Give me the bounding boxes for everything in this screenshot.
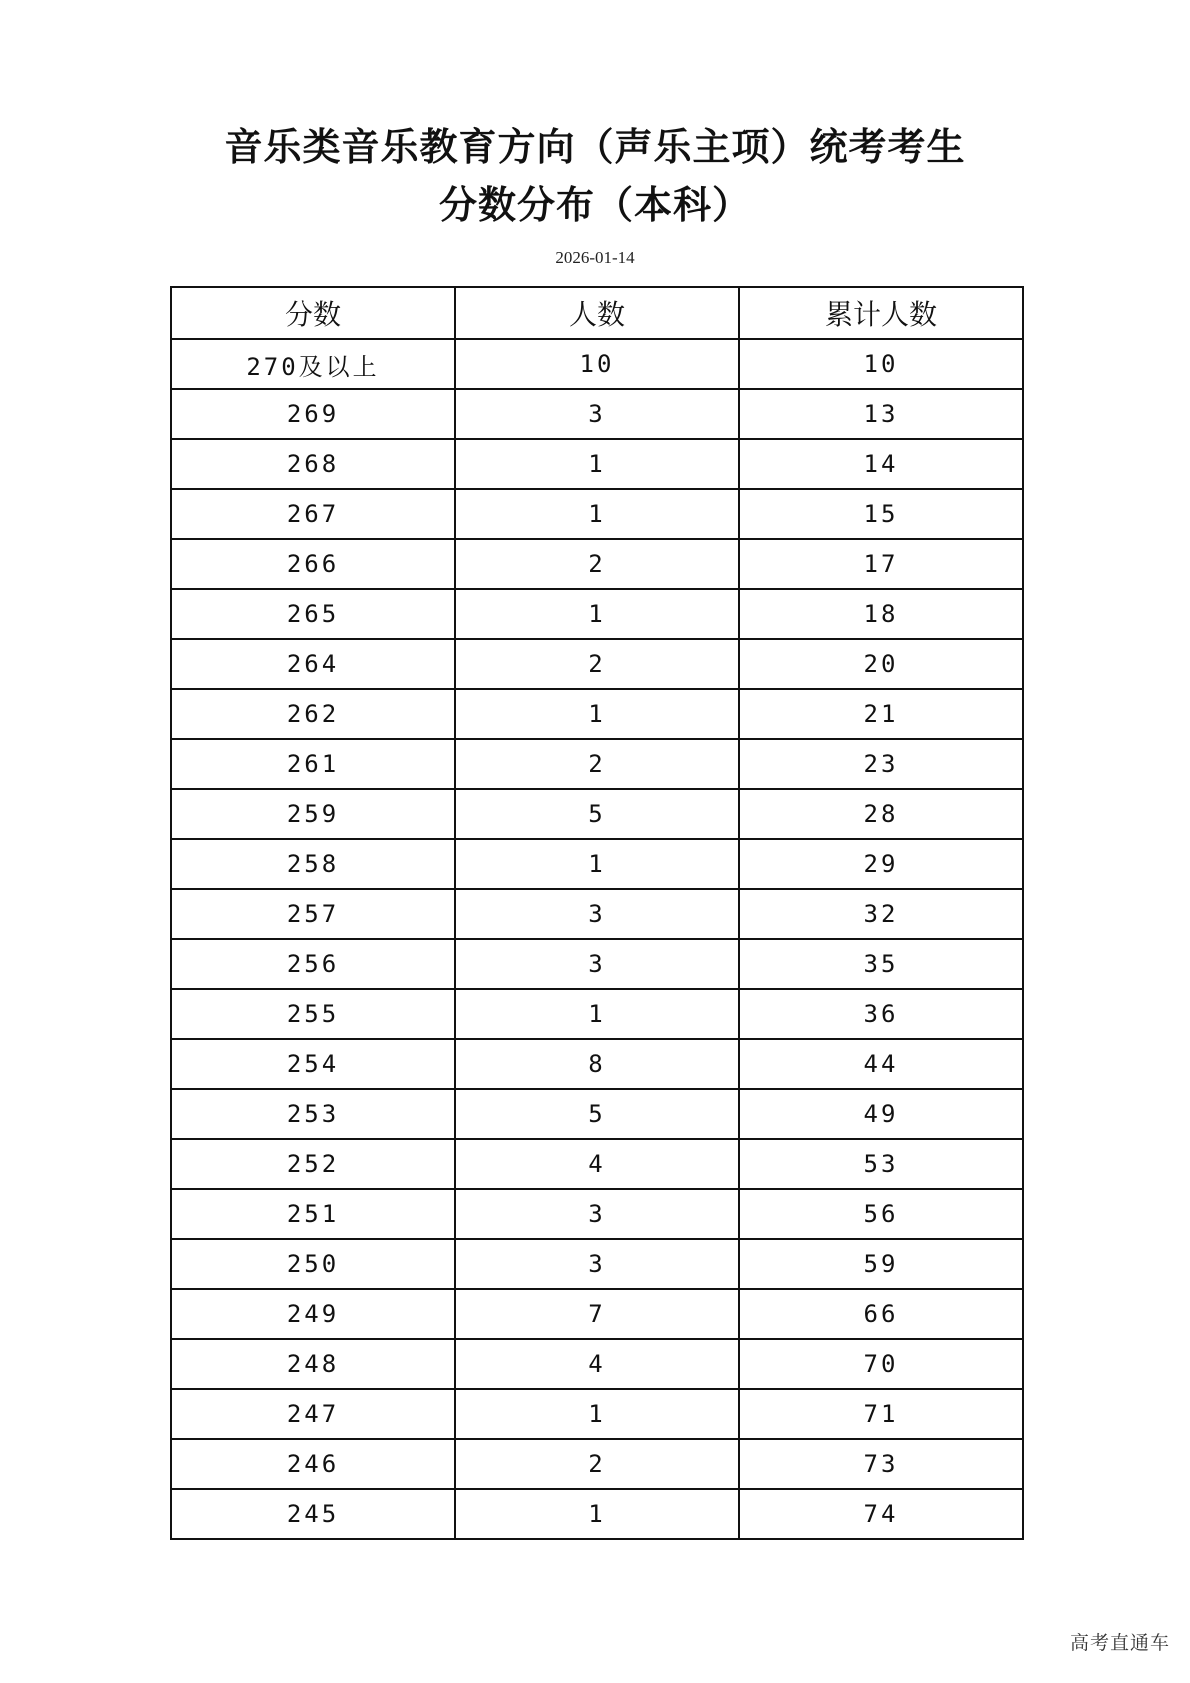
score-cell: 245 xyxy=(171,1489,455,1539)
table-row xyxy=(171,689,1023,739)
count-cell: 3 xyxy=(455,1239,739,1289)
count-cell: 5 xyxy=(455,789,739,839)
score-cell: 269 xyxy=(171,389,455,439)
count-cell: 2 xyxy=(455,639,739,689)
table-row xyxy=(171,789,1023,839)
table-row xyxy=(171,1239,1023,1289)
cumulative-cell: 53 xyxy=(739,1139,1023,1189)
title-line-1: 音乐类音乐教育方向（声乐主项）统考考生 xyxy=(224,125,966,169)
watermark-text: 高考直通车 xyxy=(1069,1632,1170,1654)
cumulative-cell: 14 xyxy=(739,439,1023,489)
score-cell: 254 xyxy=(171,1039,455,1089)
table-row xyxy=(171,1389,1023,1439)
cumulative-cell: 13 xyxy=(739,389,1023,439)
cumulative-cell: 44 xyxy=(739,1039,1023,1089)
table-row xyxy=(171,739,1023,789)
cumulative-cell: 71 xyxy=(739,1389,1023,1439)
cumulative-cell: 23 xyxy=(739,739,1023,789)
cumulative-cell: 15 xyxy=(739,489,1023,539)
score-cell: 267 xyxy=(171,489,455,539)
table-row xyxy=(171,839,1023,889)
cumulative-cell: 32 xyxy=(739,889,1023,939)
score-cell: 248 xyxy=(171,1339,455,1389)
cumulative-cell: 66 xyxy=(739,1289,1023,1339)
score-cell: 268 xyxy=(171,439,455,489)
score-cell: 251 xyxy=(171,1189,455,1239)
count-cell: 3 xyxy=(455,889,739,939)
score-cell: 250 xyxy=(171,1239,455,1289)
cumulative-cell: 56 xyxy=(739,1189,1023,1239)
table-row xyxy=(171,339,1023,389)
score-cell: 262 xyxy=(171,689,455,739)
header-count: 人数 xyxy=(455,287,739,339)
score-cell: 259 xyxy=(171,789,455,839)
count-cell: 1 xyxy=(455,989,739,1039)
table-row xyxy=(171,939,1023,989)
score-cell: 253 xyxy=(171,1089,455,1139)
count-cell: 1 xyxy=(455,1389,739,1439)
score-cell: 270及以上 xyxy=(171,339,455,389)
cumulative-cell: 20 xyxy=(739,639,1023,689)
cumulative-cell: 29 xyxy=(739,839,1023,889)
table-row xyxy=(171,389,1023,439)
score-cell: 252 xyxy=(171,1139,455,1189)
score-cell: 265 xyxy=(171,589,455,639)
count-cell: 10 xyxy=(455,339,739,389)
count-cell: 7 xyxy=(455,1289,739,1339)
count-cell: 1 xyxy=(455,1489,739,1539)
count-cell: 3 xyxy=(455,389,739,439)
table-row xyxy=(171,1489,1023,1539)
score-cell: 247 xyxy=(171,1389,455,1439)
count-cell: 1 xyxy=(455,589,739,639)
document-title xyxy=(0,118,1190,234)
count-cell: 1 xyxy=(455,839,739,889)
table-row xyxy=(171,889,1023,939)
score-cell: 261 xyxy=(171,739,455,789)
count-cell: 3 xyxy=(455,1189,739,1239)
table-row xyxy=(171,489,1023,539)
table-row xyxy=(171,1289,1023,1339)
cumulative-cell: 74 xyxy=(739,1489,1023,1539)
score-cell: 266 xyxy=(171,539,455,589)
cumulative-cell: 21 xyxy=(739,689,1023,739)
table-header-row xyxy=(171,287,1023,339)
count-cell: 8 xyxy=(455,1039,739,1089)
score-cell: 246 xyxy=(171,1439,455,1489)
header-cumulative: 累计人数 xyxy=(739,287,1023,339)
score-cell: 249 xyxy=(171,1289,455,1339)
count-cell: 5 xyxy=(455,1089,739,1139)
count-cell: 2 xyxy=(455,1439,739,1489)
table-row xyxy=(171,989,1023,1039)
count-cell: 3 xyxy=(455,939,739,989)
count-cell: 1 xyxy=(455,689,739,739)
table-row xyxy=(171,1139,1023,1189)
table-row xyxy=(171,589,1023,639)
cumulative-cell: 36 xyxy=(739,989,1023,1039)
table-row xyxy=(171,1189,1023,1239)
score-cell: 257 xyxy=(171,889,455,939)
table-row xyxy=(171,1039,1023,1089)
header-score: 分数 xyxy=(171,287,455,339)
cumulative-cell: 73 xyxy=(739,1439,1023,1489)
cumulative-cell: 35 xyxy=(739,939,1023,989)
cumulative-cell: 70 xyxy=(739,1339,1023,1389)
count-cell: 1 xyxy=(455,489,739,539)
count-cell: 1 xyxy=(455,439,739,489)
table-row xyxy=(171,639,1023,689)
table-row xyxy=(171,1089,1023,1139)
cumulative-cell: 10 xyxy=(739,339,1023,389)
count-cell: 4 xyxy=(455,1139,739,1189)
table-row xyxy=(171,439,1023,489)
cumulative-cell: 18 xyxy=(739,589,1023,639)
table-row xyxy=(171,1439,1023,1489)
title-line-2: 分数分布（本科） xyxy=(438,183,751,227)
table-row xyxy=(171,539,1023,589)
table-row xyxy=(171,1339,1023,1389)
table-body xyxy=(171,339,1023,1539)
publish-date: 2026-01-14 xyxy=(555,248,635,267)
cumulative-cell: 17 xyxy=(739,539,1023,589)
cumulative-cell: 49 xyxy=(739,1089,1023,1139)
count-cell: 2 xyxy=(455,739,739,789)
score-distribution-table xyxy=(170,286,1024,1540)
count-cell: 4 xyxy=(455,1339,739,1389)
cumulative-cell: 59 xyxy=(739,1239,1023,1289)
score-cell: 255 xyxy=(171,989,455,1039)
score-cell: 258 xyxy=(171,839,455,889)
cumulative-cell: 28 xyxy=(739,789,1023,839)
score-cell: 256 xyxy=(171,939,455,989)
score-cell: 264 xyxy=(171,639,455,689)
count-cell: 2 xyxy=(455,539,739,589)
